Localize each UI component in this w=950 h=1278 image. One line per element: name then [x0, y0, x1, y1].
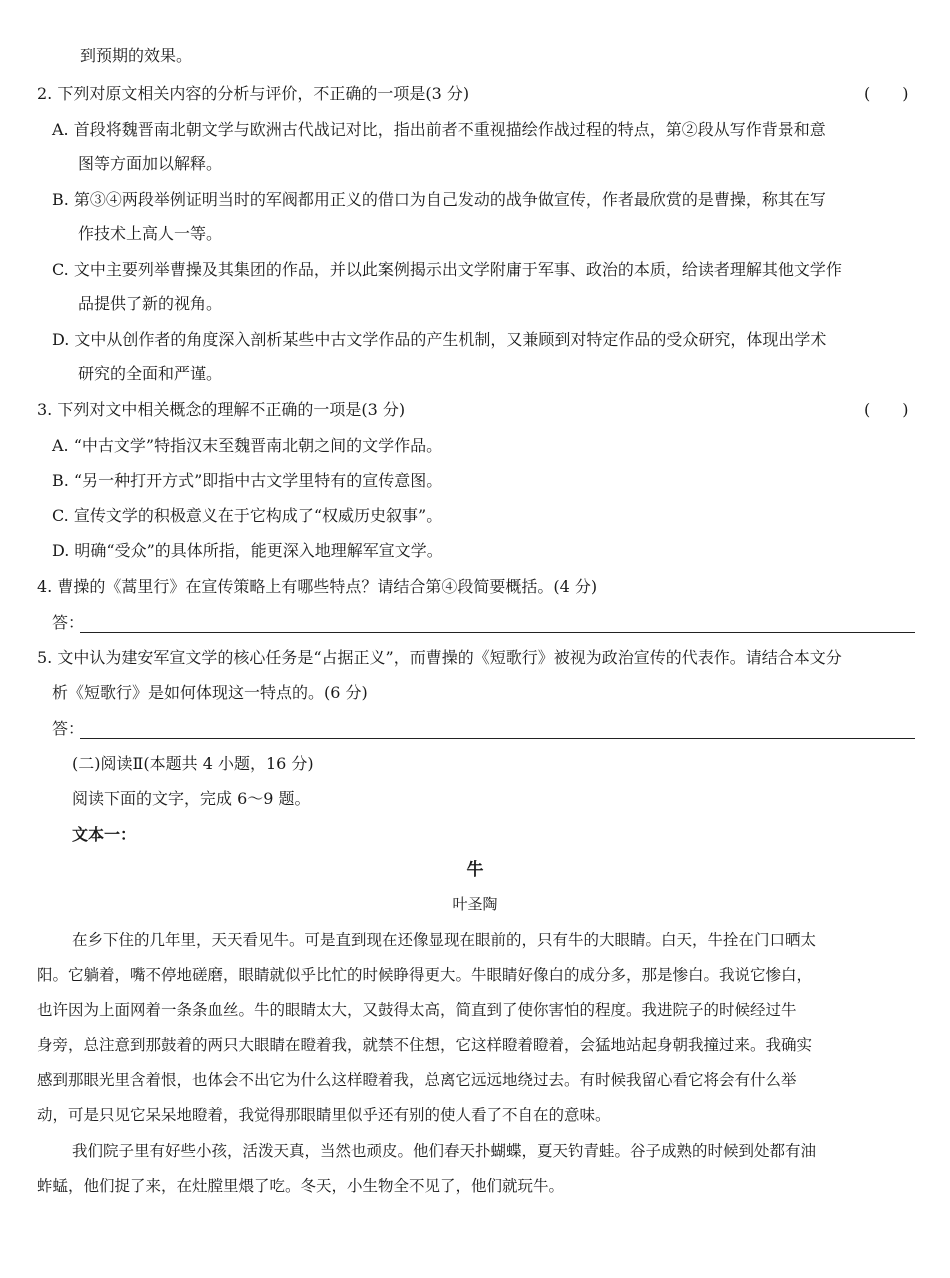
- question-5-stem-cont: 析《短歌行》是如何体现这一特点的。(6 分): [52, 683, 368, 702]
- question-4-answer-line[interactable]: [80, 632, 915, 633]
- question-5-stem: 5. 文中认为建安军宣文学的核心任务是“占据正义”，而曹操的《短歌行》被视为政治宣传的代表作。请结合本文分: [37, 648, 842, 667]
- question-3-answer-paren: ( ): [864, 400, 909, 419]
- question-2-option-c-cont: 品提供了新的视角。: [78, 294, 223, 313]
- section-2-instruction: 阅读下面的文字，完成 6～9 题。: [72, 789, 311, 808]
- article-line: 动，可是只见它呆呆地瞪着，我觉得那眼睛里似乎还有别的使人看了不自在的意味。: [37, 1106, 611, 1124]
- article-line: 也许因为上面网着一条条血丝。牛的眼睛太大，又鼓得太高，简直到了使你害怕的程度。我进院子的时候经过牛: [37, 1001, 797, 1019]
- question-2-option-b: B. 第③④两段举例证明当时的军阀都用正义的借口为自己发动的战争做宣传，作者最欣赏的是曹操，称其在写: [52, 190, 826, 209]
- question-2-option-a: A. 首段将魏晋南北朝文学与欧洲古代战记对比，指出前者不重视描绘作战过程的特点，第②段从写作背景和意: [52, 120, 826, 139]
- article-author: 叶圣陶: [452, 895, 498, 913]
- question-3-option-b: B. “另一种打开方式”即指中古文学里特有的宣传意图。: [52, 471, 443, 490]
- article-title: 牛: [466, 860, 484, 880]
- question-2-stem: 2. 下列对原文相关内容的分析与评价，不正确的一项是(3 分): [37, 84, 470, 103]
- question-5-answer-line[interactable]: [80, 738, 915, 739]
- question-3-option-d: D. 明确“受众”的具体所指，能更深入地理解军宣文学。: [52, 541, 443, 560]
- question-2-option-b-cont: 作技术上高人一等。: [78, 224, 223, 243]
- text-one-label: 文本一：: [72, 825, 137, 844]
- continuation-line: 到预期的效果。: [80, 46, 193, 65]
- question-2-option-c: C. 文中主要列举曹操及其集团的作品，并以此案例揭示出文学附庸于军事、政治的本质，给读者理解其他文学作: [52, 260, 842, 279]
- article-line: 阳。它躺着，嘴不停地磋磨，眼睛就似乎比忙的时候睁得更大。牛眼睛好像白的成分多，那是惨白。我说它惨白，: [37, 966, 813, 984]
- question-2-option-d-cont: 研究的全面和严谨。: [78, 364, 223, 383]
- question-3-option-a: A. “中古文学”特指汉末至魏晋南北朝之间的文学作品。: [52, 436, 443, 455]
- article-line: 身旁，总注意到那鼓着的两只大眼睛在瞪着我，就禁不住想，它这样瞪着瞪着，会猛地站起身朝我撞过来。我确实: [37, 1036, 813, 1054]
- article-line: 在乡下住的几年里，天天看见牛。可是直到现在还像显现在眼前的，只有牛的大眼睛。白天，牛拴在门口晒太: [72, 931, 817, 949]
- question-2-answer-paren: ( ): [864, 84, 909, 103]
- section-2-header: (二)阅读Ⅱ(本题共 4 小题，16 分): [72, 754, 314, 773]
- question-4-stem: 4. 曹操的《蒿里行》在宣传策略上有哪些特点？请结合第④段简要概括。(4 分): [37, 577, 598, 596]
- question-2-option-a-cont: 图等方面加以解释。: [78, 154, 223, 173]
- question-4-answer-label: 答：: [52, 613, 85, 632]
- question-2-option-d: D. 文中从创作者的角度深入剖析某些中古文学作品的产生机制，又兼顾到对特定作品的受众研究，体现出学术: [52, 330, 827, 349]
- question-3-option-c: C. 宣传文学的积极意义在于它构成了“权威历史叙事”。: [52, 506, 443, 525]
- question-5-answer-label: 答：: [52, 719, 85, 738]
- question-3-stem: 3. 下列对文中相关概念的理解不正确的一项是(3 分): [37, 400, 406, 419]
- article-line: 感到那眼光里含着恨，也体会不出它为什么这样瞪着我，总离它远远地绕过去。有时候我留心看它将会有什么举: [37, 1071, 797, 1089]
- article-line: 我们院子里有好些小孩，活泼天真，当然也顽皮。他们春天扑蝴蝶，夏天钓青蛙。谷子成熟的时候到处都有油: [72, 1142, 817, 1160]
- article-line: 蚱蜢，他们捉了来，在灶膛里煨了吃。冬天，小生物全不见了，他们就玩牛。: [37, 1177, 565, 1195]
